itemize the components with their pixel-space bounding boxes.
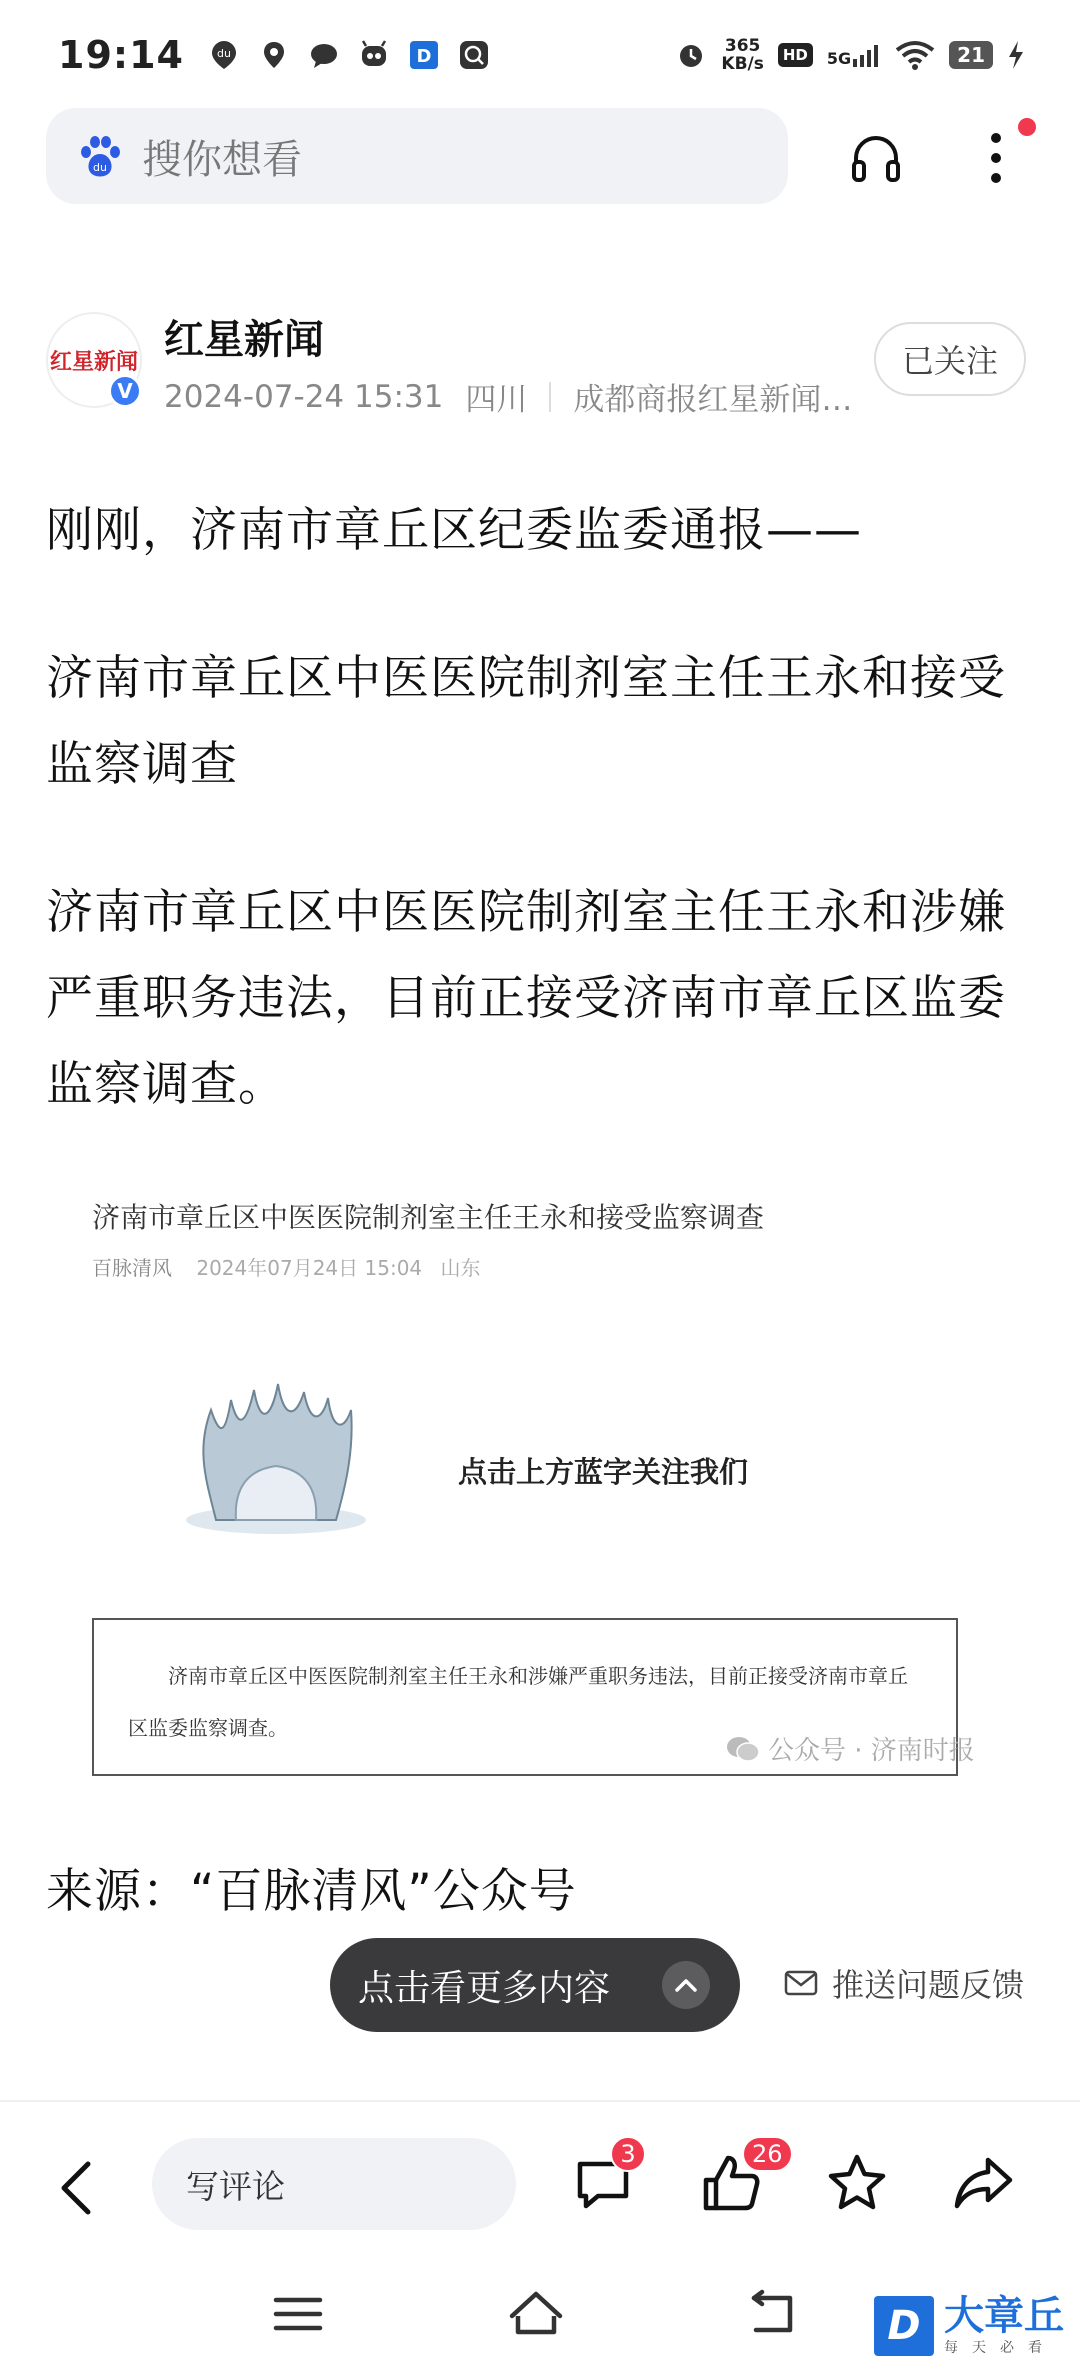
- write-comment-input[interactable]: 写评论: [152, 2138, 516, 2230]
- dazhangqiu-watermark-logo: [874, 2286, 1074, 2366]
- chat-icon: [308, 39, 340, 71]
- see-more-button[interactable]: [330, 1938, 740, 2032]
- more-options-icon[interactable]: [976, 126, 1016, 190]
- net-speed: [721, 37, 763, 73]
- article-paragraph: 济南市章丘区中医医院制剂室主任王永和涉嫌严重职务违法，目前正接受济南市章丘区监委监察调查。: [46, 885, 1006, 1112]
- signal-icon: [853, 43, 881, 67]
- svg-text:D: D: [416, 46, 432, 67]
- system-nav-bar: [0, 2260, 1080, 2376]
- signal-group: [827, 43, 881, 67]
- chevron-up-icon: [662, 1961, 710, 2009]
- baidu-icon: [208, 39, 240, 71]
- embed-follow-prompt: 点击上方蓝字关注我们: [458, 1455, 749, 1489]
- status-time: 19:14: [58, 33, 184, 77]
- headphone-icon[interactable]: [846, 128, 906, 188]
- d-app-icon: [408, 39, 440, 71]
- bottom-divider: [0, 2100, 1080, 2102]
- embed-watermark-text: 公众号 · 济南时报: [768, 1736, 975, 1766]
- home-icon[interactable]: [506, 2286, 566, 2342]
- logo-name: 大章丘: [944, 2293, 1064, 2339]
- star-favorite-icon[interactable]: [826, 2152, 888, 2214]
- embed-region: 山东: [440, 1256, 481, 1280]
- embed-watermark: [726, 1730, 975, 1767]
- embed-title: 济南市章丘区中医医院制剂室主任王永和接受监察调查: [92, 1201, 765, 1234]
- status-right-icons: [675, 37, 1025, 73]
- like-button[interactable]: [700, 2140, 783, 2214]
- comments-button[interactable]: [572, 2140, 636, 2214]
- logo-slogan: 每天必看: [944, 2340, 1056, 2356]
- net-speed-unit: KB/s: [721, 54, 764, 74]
- wechat-icon: [726, 1735, 760, 1763]
- embed-box-text: 济南市章丘区中医医院制剂室主任王永和涉嫌严重职务违法，目前正接受济南市章丘区监委监察调查。: [128, 1664, 908, 1740]
- comment-count-badge: 3: [610, 2136, 646, 2172]
- logo-text: [944, 2295, 1064, 2357]
- search-placeholder: 搜你想看: [142, 136, 302, 183]
- meta-divider: [549, 382, 551, 412]
- status-bar: [0, 0, 1080, 110]
- share-icon[interactable]: [952, 2152, 1014, 2214]
- article-source-line: 来源：“百脉清风”公众号: [46, 1864, 577, 1919]
- article-image[interactable]: [46, 1170, 1036, 1810]
- like-count-badge: 26: [742, 2136, 793, 2172]
- embed-account: 百脉清风: [92, 1256, 172, 1280]
- push-feedback-button[interactable]: [784, 1960, 1024, 2006]
- baidu-paw-icon: [76, 132, 124, 180]
- article-body: [46, 488, 1036, 1190]
- status-left-icons: [208, 39, 490, 71]
- wifi-icon: [895, 40, 935, 70]
- robot-icon: [358, 39, 390, 71]
- svg-text:du: du: [93, 161, 107, 174]
- author-header: [46, 312, 1036, 418]
- publish-source: 成都商报红星新闻…: [573, 382, 853, 418]
- article-paragraph: 刚刚，济南市章丘区纪委监委通报——: [46, 503, 862, 558]
- mail-icon: [784, 1969, 818, 1997]
- net-speed-value: 365: [724, 36, 761, 56]
- article-paragraph: 济南市章丘区中医医院制剂室主任王永和接受监察调查: [46, 651, 1006, 792]
- notification-dot: [1018, 118, 1036, 136]
- embed-date: 2024年07月24日 15:04: [196, 1256, 423, 1280]
- see-more-label: 点击看更多内容: [358, 1967, 611, 2009]
- menu-icon[interactable]: [268, 2286, 328, 2342]
- charging-icon: [1007, 40, 1025, 70]
- publish-region: 四川: [465, 382, 528, 418]
- top-search-row: [46, 108, 1036, 208]
- du-app-icon: [458, 39, 490, 71]
- water-splash-image: [176, 1370, 376, 1540]
- search-input[interactable]: [46, 108, 788, 204]
- embed-meta: [92, 1252, 481, 1281]
- avatar-logo-text: 红星新闻: [49, 348, 138, 375]
- network-type: 5G: [826, 49, 852, 68]
- logo-d-mark: D: [874, 2296, 934, 2356]
- back-nav-icon[interactable]: [744, 2286, 804, 2342]
- feedback-label: 推送问题反馈: [832, 1966, 1025, 2004]
- back-arrow-icon[interactable]: [54, 2158, 98, 2218]
- battery-level: 21: [949, 41, 993, 69]
- author-name[interactable]: 红星新闻: [164, 317, 324, 363]
- hd-badge: HD: [778, 43, 813, 67]
- verified-badge-icon: V: [108, 374, 142, 408]
- author-meta: [164, 374, 852, 419]
- bottom-action-bar: [0, 2110, 1080, 2260]
- alarm-icon: [675, 39, 707, 71]
- follow-button[interactable]: 已关注: [874, 322, 1026, 396]
- location-icon: [258, 39, 290, 71]
- publish-date: 2024-07-24 15:31: [164, 378, 444, 415]
- svg-text:du: du: [216, 47, 231, 60]
